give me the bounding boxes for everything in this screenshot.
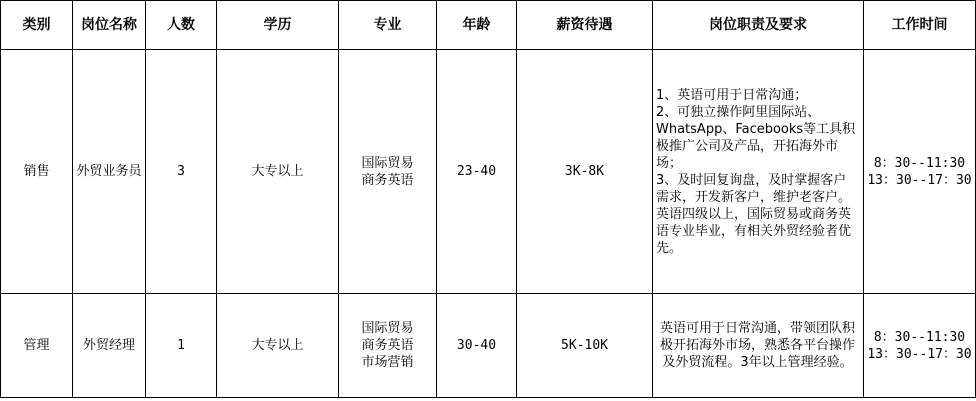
- table-row: [1, 294, 976, 398]
- major-line: 国际贸易: [361, 155, 414, 171]
- hours-line: 8：30--11:30: [873, 329, 966, 345]
- education-cell: 大专以上: [217, 50, 339, 294]
- header-salary: 薪资待遇: [517, 1, 653, 50]
- age-cell: 23-40: [437, 50, 517, 294]
- header-hours: 工作时间: [864, 1, 976, 50]
- header-education: 学历: [217, 1, 339, 50]
- header-category: 类别: [1, 1, 73, 50]
- count-cell: 1: [146, 294, 217, 398]
- major-cell: [339, 294, 437, 398]
- duties-cell: [653, 50, 864, 294]
- hours-line: 13：30--17：30: [867, 172, 972, 188]
- hours-line: 8：30--11:30: [873, 155, 966, 171]
- header-duties: 岗位职责及要求: [653, 1, 864, 50]
- position-cell: 外贸业务员: [73, 50, 146, 294]
- header-row: [1, 1, 976, 50]
- salary-cell: 5K-10K: [517, 294, 653, 398]
- duty-line: 3、及时回复询盘，及时掌握客户需求，开发新客户，维护老客户。: [656, 172, 852, 205]
- major-line: 市场营销: [361, 355, 414, 370]
- hours-cell: [864, 294, 976, 398]
- header-major: 专业: [339, 1, 437, 50]
- hours-line: 13：30--17：30: [867, 346, 972, 362]
- duty-line: 2、可独立操作阿里国际站、WhatsApp、Facebooks等工具积极推广公司及产品，开拓海外市场；: [656, 104, 856, 171]
- hours-cell: [864, 50, 976, 294]
- duty-line: 英语四级以上，国际贸易或商务英语专业毕业，有相关外贸经验者优先。: [656, 206, 852, 256]
- duties-cell: [653, 294, 864, 398]
- duty-line: 英语可用于日常沟通，带领团队积极开拓海外市场，熟悉各平台操作及外贸流程。3年以上管理经验。: [659, 321, 855, 370]
- major-cell: [339, 50, 437, 294]
- major-line: 商务英语: [361, 338, 414, 353]
- category-cell: 销售: [1, 50, 73, 294]
- header-age: 年龄: [437, 1, 517, 50]
- age-cell: 30-40: [437, 294, 517, 398]
- duty-line: 1、英语可用于日常沟通；: [656, 87, 808, 103]
- education-cell: 大专以上: [217, 294, 339, 398]
- table-row: [1, 50, 976, 294]
- header-position: 岗位名称: [73, 1, 146, 50]
- position-cell: 外贸经理: [73, 294, 146, 398]
- salary-cell: 3K-8K: [517, 50, 653, 294]
- count-cell: 3: [146, 50, 217, 294]
- major-line: 商务英语: [361, 172, 414, 188]
- header-count: 人数: [146, 1, 217, 50]
- major-line: 国际贸易: [361, 321, 414, 336]
- category-cell: 管理: [1, 294, 73, 398]
